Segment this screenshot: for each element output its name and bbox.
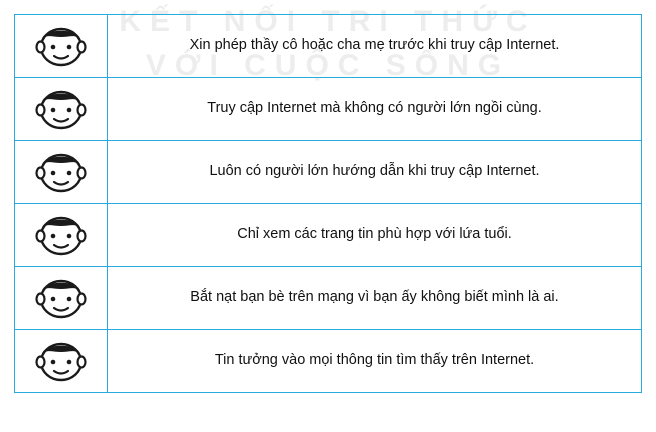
child-face-icon-cell [15,15,108,78]
child-face-icon [31,335,91,383]
table-row [15,330,642,393]
table-row [15,267,642,330]
table-row [15,15,642,78]
table-row [15,204,642,267]
child-face-icon [31,209,91,257]
statement-text: Truy cập Internet mà không có người lớn ngồi cùng. [108,78,642,141]
statement-text: Xin phép thầy cô hoặc cha mẹ trước khi truy cập Internet. [108,15,642,78]
statement-text: Bắt nạt bạn bè trên mạng vì bạn ấy không biết mình là ai. [108,267,642,330]
child-face-icon-cell [15,330,108,393]
child-face-icon [31,272,91,320]
child-face-icon-cell [15,267,108,330]
child-face-icon [31,20,91,68]
child-face-icon [31,83,91,131]
statement-text: Luôn có người lớn hướng dẫn khi truy cập Internet. [108,141,642,204]
table-row [15,141,642,204]
watermark-line-2: VỚI CUỘC SỐNG [145,49,511,82]
statement-text: Chỉ xem các trang tin phù hợp với lứa tuổi. [108,204,642,267]
worksheet-table [14,14,642,393]
child-face-icon-cell [15,78,108,141]
statement-text: Tin tưởng vào mọi thông tin tìm thấy trên Internet. [108,330,642,393]
child-face-icon-cell [15,141,108,204]
table-row [15,78,642,141]
child-face-icon-cell [15,204,108,267]
worksheet-table-container [14,14,642,393]
child-face-icon [31,146,91,194]
watermark-line-1: KẾT NỐI TRI THỨC [119,5,537,38]
